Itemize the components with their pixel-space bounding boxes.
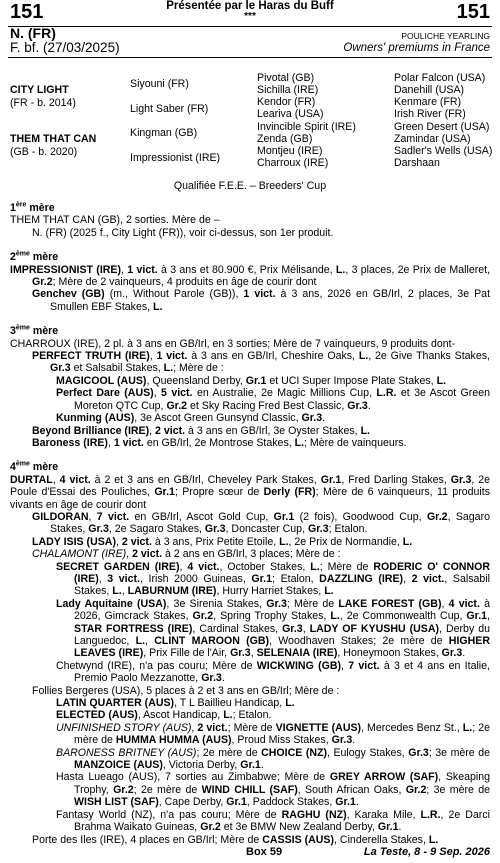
presenter: Présentée par le Haras du Buff — [166, 0, 334, 12]
paragraph: SECRET GARDEN (IRE), 4 vict., October Stakes, L.; Mère de RODERIC O' CONNOR (IRE), 3 vict., Irish 2000 Guineas, Gr.1; Etalon, DAZZLING (IRE), 2 vict., Salsabil Stakes, L., LABURNUM (IRE), Hurry Harriet Stakes, L. — [56, 560, 490, 598]
pedigree-gen3: Invincible Spirit (IRE) — [257, 121, 356, 133]
page-header — [10, 0, 490, 26]
section-2nd-dam: 2ème mère — [10, 250, 59, 264]
paragraph: LADY ISIS (USA), 2 vict. à 3 ans, Prix Petite Etoile, L., 2e Prix de Normandie, L. — [32, 535, 413, 548]
paragraph: MAGICOOL (AUS), Queensland Derby, Gr.1 et UCI Super Impose Plate Stakes, L. — [56, 374, 446, 387]
pedigree-gen3: Kendor (FR) — [257, 96, 316, 108]
pedigree-gen2: Kingman (GB) — [130, 127, 198, 139]
paragraph: Baroness (IRE), 1 vict. en GB/Irl, 2e Montrose Stakes, L.; Mère de vainqueurs. — [32, 436, 407, 449]
lot-number-right: 151 — [456, 1, 490, 23]
paragraph: Perfect Dare (AUS), 5 vict. en Australie, 2e Magic Millions Cup, L.R. et 3e Ascot Green Moreton QTC Cup, Gr.2 et Sky Racing Fred Best Classic, Gr.3. — [56, 387, 490, 412]
lot-number-left: 151 — [10, 1, 44, 23]
section-3rd-dam: 3ème mère — [10, 324, 59, 338]
category: POULICHE YEARLING — [401, 31, 490, 41]
sire-detail: (FR - b. 2014) — [10, 97, 76, 109]
pedigree-gen3: Sichilla (IRE) — [257, 84, 319, 96]
paragraph: Porte des Iles (IRE), 4 places en GB/Irl; Mère de CASSIS (AUS), Cinderella Stakes, L. — [32, 833, 439, 846]
paragraph: CHARROUX (IRE), 2 pl. à 3 ans en GB/Irl, en 3 sorties; Mère de 7 vainqueurs, 9 produits dont- — [10, 337, 456, 350]
pedigree-gen2: Impressionist (IRE) — [130, 152, 221, 164]
pedigree-gen3: Zenda (GB) — [257, 133, 313, 145]
paragraph: Beyond Brilliance (IRE), 2 vict. à 3 ans en GB/Irl, 3e Oyster Stakes, L. — [32, 424, 370, 437]
pedigree-gen3: Charroux (IRE) — [257, 157, 329, 169]
paragraph: UNFINISHED STORY (AUS), 2 vict.; Mère de VIGNETTE (AUS), Mercedes Benz St., L.; 2e mère de HUMMA HUMMA (AUS), Proud Miss Stakes, Gr.3. — [56, 721, 491, 747]
dam-detail: (GB - b. 2020) — [10, 146, 78, 158]
paragraph: Hasta Lueago (AUS), 7 sorties au Zimbabwe; Mère de GREY ARROW (SAF), Skeaping Trophy, Gr.2; 2e mère de WIND CHILL (SAF), South African Oaks, Gr.2; 3e mère de WISH LIST (SAF), Cape Derby, Gr.1, Paddock Stakes, Gr.1. — [56, 771, 491, 809]
paragraph: CHALAMONT (IRE), 2 vict. à 2 ans en GB/Irl, 3 places; Mère de : — [32, 548, 341, 561]
pedigree-gen4: Sadler's Wells (USA) — [394, 145, 493, 157]
qualification: Qualifiée F.E.E. – Breeders' Cup — [173, 180, 327, 192]
pedigree-gen4: Kenmare (FR) — [394, 96, 462, 108]
paragraph: LATIN QUARTER (AUS), T L Baillieu Handicap, L. — [56, 697, 295, 710]
dam-name: THEM THAT CAN — [10, 133, 97, 145]
pedigree-gen4: Darshaan — [394, 157, 440, 169]
paragraph: PERFECT TRUTH (IRE), 1 vict. à 3 ans en GB/Irl, Cheshire Oaks, L., 2e Give Thanks Stakes, Gr.3 et Salsabil Stakes, L.; Mère de : — [32, 350, 490, 375]
paragraph: IMPRESSIONIST (IRE), 1 vict. à 3 ans et 80.900 €, Prix Mélisande, L., 3 places, 2e Prix de Malleret, Gr.2; Mère de 2 vainqueurs, 4 produits en âge de courir dont — [10, 263, 491, 289]
paragraph: Fantasy World (NZ), n'a pas couru; Mère de RAGHU (NZ), Karaka Mile, L.R., 2e Darci Brahma Waikato Guineas, Gr.2 et 3e BMW New Zealand Derby, Gr.1. — [56, 808, 490, 834]
page-footer — [10, 846, 490, 860]
birth-info: F. bf. (27/03/2025) — [10, 40, 120, 55]
pedigree-gen4: Green Desert (USA) — [394, 121, 490, 133]
paragraph: DURTAL, 4 vict. à 2 et 3 ans en GB/Irl, Cheveley Park Stakes, Gr.1, Fred Darling Stakes, Gr.3, 2e Poule d'Essai des Pouliches, Gr.1; Propre sœur de Derly (FR); Mère de 6 vainqueurs, 11 produits vivants en âge de courir dont — [10, 473, 491, 511]
catalogue-text — [10, 202, 490, 846]
owners-premiums: Owners' premiums in France — [343, 42, 490, 54]
paragraph: Genchev (GB) (m., Without Parole (GB)), 1 vict. à 3 ans, 2026 en GB/Irl, 2 places, 3e Pat Smullen EBF Stakes, L. — [32, 288, 491, 313]
pedigree-gen4: Zamindar (USA) — [394, 133, 471, 145]
pedigree-gen2: Light Saber (FR) — [130, 103, 209, 115]
divider — [8, 26, 492, 27]
section-1st-dam: 1ère mère — [10, 201, 55, 214]
horse-name: N. (FR) — [10, 25, 56, 41]
paragraph: ELECTED (AUS), Ascot Handicap, L.; Etalon. — [56, 709, 272, 722]
stars: *** — [244, 11, 256, 22]
paragraph: BARONESS BRITNEY (AUS); 2e mère de CHOICE (NZ), Eulogy Stakes, Gr.3; 3e mère de MANZOICE (AUS), Victoria Derby, Gr.1. — [56, 746, 490, 772]
sire-name: CITY LIGHT — [10, 84, 69, 96]
paragraph: Follies Bergeres (USA), 5 places à 2 et 3 ans en GB/Irl; Mère de : — [32, 684, 340, 697]
paragraph: Chetwynd (IRE), n'a pas couru; Mère de WICKWING (GB), 7 vict. à 3 et 4 ans en Italie, Premio Paolo Mezzanotte, Gr.3. — [56, 659, 490, 685]
sale-venue-date: La Teste, 8 - 9 Sep. 2026 — [363, 846, 490, 858]
pedigree-gen2: Siyouni (FR) — [130, 78, 189, 90]
pedigree-gen3: Leariva (USA) — [257, 108, 324, 120]
paragraph: GILDORAN, 7 vict. en GB/Irl, Ascot Gold Cup, Gr.1 (2 fois), Goodwood Cup, Gr.2, Sagaro Stakes, Gr.3, 2e Sagaro Stakes, Gr.3, Doncaster Cup, Gr.3; Etalon. — [32, 510, 490, 536]
paragraph: Lady Aquitaine (USA), 3e Sirenia Stakes, Gr.3; Mère de LAKE FOREST (GB), 4 vict. à 2026, Gimcrack Stakes, Gr.2, Spring Trophy Stakes, L., 2e Commonwealth Cup, Gr.1, STAR FORTRESS (IRE), Cardinal Stakes, Gr.3, LADY OF KYUSHU (USA), Derby du Languedoc, L., CLINT MAROON (GB), Woodhaven Stakes; 2e mère de HIGHER LEAVES (IRE), Prix Fille de l'Air, Gr.3, SELENAIA (IRE), Honeymoon Stakes, Gr.3. — [56, 597, 490, 660]
paragraph: THEM THAT CAN (GB), 2 sorties. Mère de – — [10, 214, 220, 227]
pedigree-gen3: Montjeu (IRE) — [257, 145, 323, 157]
pedigree-gen4: Danehill (USA) — [394, 84, 465, 96]
box-number: Box 59 — [246, 846, 283, 858]
paragraph: Kunming (AUS), 3e Ascot Green Gunsynd Classic, Gr.3. — [56, 412, 326, 425]
section-4th-dam: 4ème mère — [10, 460, 59, 474]
paragraph: N. (FR) (2025 f., City Light (FR)), voir ci-dessus, son 1er produit. — [32, 226, 334, 239]
divider — [8, 57, 492, 58]
pedigree-gen4: Irish River (FR) — [394, 108, 466, 120]
pedigree-gen3: Pivotal (GB) — [257, 72, 315, 84]
pedigree-gen4: Polar Falcon (USA) — [394, 72, 486, 84]
